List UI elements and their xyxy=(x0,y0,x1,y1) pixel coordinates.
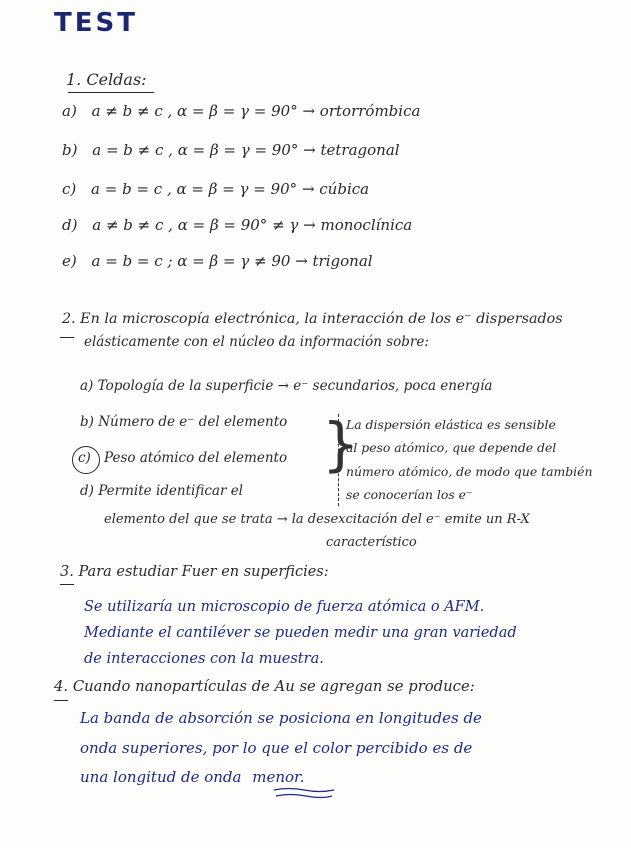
q3-line-1: 3. Para estudiar Fuer en superficies: xyxy=(60,564,329,580)
q2-line-2: elásticamente con el núcleo da información sobre: xyxy=(84,334,429,350)
q1-item-c xyxy=(62,182,369,197)
q1-item-e xyxy=(62,254,373,269)
q1-heading-underline xyxy=(68,92,154,93)
q2-option-d-line-2: elemento del que se trata → la desexcitación del e⁻ emite un R-X xyxy=(104,512,530,527)
q2-option-d-line-1: d) Permite identificar el xyxy=(80,483,243,499)
q1-item-a xyxy=(62,104,420,119)
q4-answer-line-3 xyxy=(80,770,304,785)
q2-option-c-label: c) xyxy=(78,450,91,466)
q1-item-e-label: e) xyxy=(62,252,77,270)
q1-heading: 1. Celdas: xyxy=(66,70,147,89)
emphasis-underline xyxy=(272,786,336,800)
q2-note-line-1: La dispersión elástica es sensible xyxy=(346,417,556,432)
q3-answer-line-2: Mediante el cantiléver se pueden medir una gran variedad xyxy=(84,625,517,641)
q2-option-b: b) Número de e⁻ del elemento xyxy=(80,414,288,430)
note-dashed-line xyxy=(338,414,339,506)
q3-answer-line-3: de interacciones con la muestra. xyxy=(84,651,324,667)
q1-item-a-text: a ≠ b ≠ c , α = β = γ = 90° → ortorrómbica xyxy=(91,102,421,120)
q1-item-b-text: a = b ≠ c , α = β = γ = 90° → tetragonal xyxy=(92,141,400,159)
q4-line-1: 4. Cuando nanopartículas de Au se agregan se produce: xyxy=(54,678,475,695)
q1-item-d xyxy=(62,218,412,233)
brace-symbol: } xyxy=(322,410,359,478)
q3-answer-line-1: Se utilizaría un microscopio de fuerza atómica o AFM. xyxy=(84,599,485,615)
q1-item-b-label: b) xyxy=(62,141,78,159)
q2-note-line-2: al peso atómico, que depende del xyxy=(346,440,557,455)
q3-number-underline xyxy=(60,584,74,585)
q4-answer-line-2: onda superiores, por lo que el color percibido es de xyxy=(80,739,473,757)
q4-answer-line-3-text: una longitud de onda xyxy=(80,768,242,786)
q1-item-d-label: d) xyxy=(62,216,78,234)
q1-item-e-text: a = b = c ; α = β = γ ≠ 90 → trigonal xyxy=(91,252,373,270)
q1-item-b xyxy=(62,143,400,158)
q1-item-d-text: a ≠ b ≠ c , α = β = 90° ≠ γ → monoclínica xyxy=(92,216,413,234)
q4-number-underline xyxy=(54,700,68,701)
q4-emphasized-word: menor. xyxy=(252,768,305,786)
q2-line-1: 2. En la microscopía electrónica, la interacción de los e⁻ dispersados xyxy=(62,311,563,327)
q2-option-c-text: Peso atómico del elemento xyxy=(104,450,288,466)
q2-note-line-3: número atómico, de modo que también xyxy=(346,464,593,479)
q1-item-c-label: c) xyxy=(62,180,77,198)
q2-note-line-4: se conocerían los e⁻ xyxy=(346,487,473,502)
q1-item-c-text: a = b = c , α = β = γ = 90° → cúbica xyxy=(91,180,370,198)
q1-item-a-label: a) xyxy=(62,102,77,120)
q2-option-d-line-3: característico xyxy=(326,535,417,550)
q2-option-a: a) Topología de la superficie → e⁻ secundarios, poca energía xyxy=(80,378,493,394)
page-title: TEST xyxy=(54,8,138,38)
q4-answer-line-1: La banda de absorción se posiciona en longitudes de xyxy=(80,709,482,727)
q2-margin-dash xyxy=(60,337,74,338)
